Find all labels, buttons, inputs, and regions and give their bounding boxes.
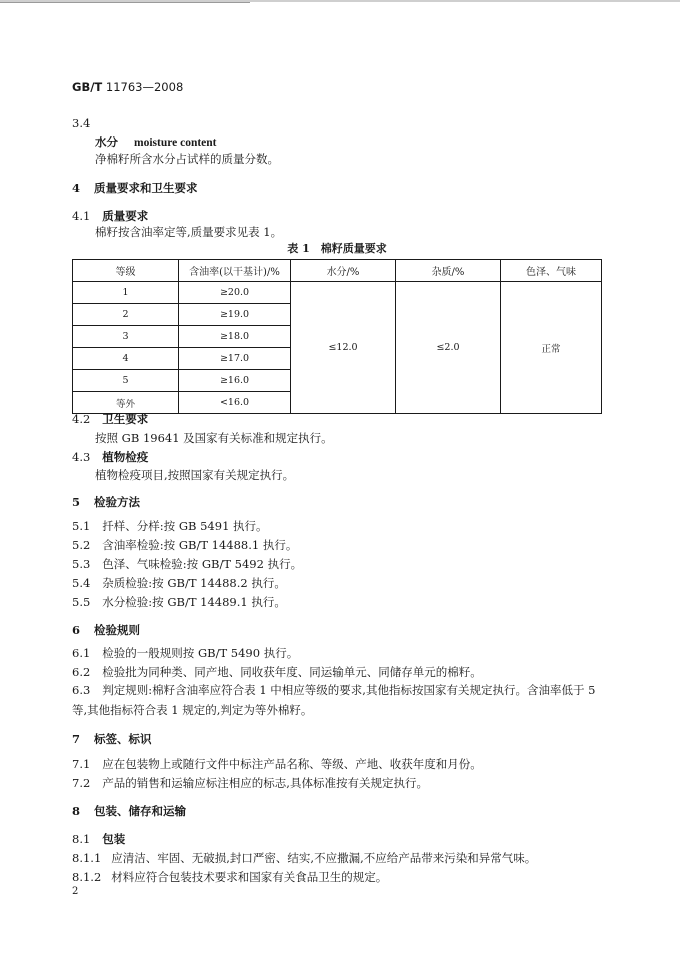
- clause-7-2: [72, 775, 428, 791]
- grade-cell: 2: [73, 304, 179, 326]
- term-chinese: 水分: [95, 135, 118, 149]
- color-odor-cell: 正常: [501, 282, 602, 414]
- impurity-cell: ≤2.0: [396, 282, 501, 414]
- clause-text: 水分检验:按 GB/T 14489.1 执行。: [102, 595, 286, 609]
- grade-cell: 5: [73, 370, 179, 392]
- grade-cell: 3: [73, 326, 179, 348]
- clause-6-3: [72, 680, 610, 720]
- clause-number: 5.4: [72, 576, 91, 590]
- table-row: [73, 282, 602, 304]
- clause-text: 杂质检验:按 GB/T 14488.2 执行。: [102, 576, 286, 590]
- clause-4-3-heading: [72, 449, 148, 465]
- grade-cell: 4: [73, 348, 179, 370]
- oil-cell: <16.0: [179, 392, 291, 414]
- clause-text: 色泽、气味检验:按 GB/T 5492 执行。: [102, 557, 303, 571]
- clause-5-5: [72, 594, 286, 610]
- standard-code: 11763—2008: [105, 80, 184, 94]
- clause-4-2-title: 卫生要求: [102, 412, 149, 426]
- clause-3-4-term: [95, 134, 217, 150]
- clause-text: 检验的一般规则按 GB/T 5490 执行。: [102, 646, 299, 660]
- section-7-number: 7: [72, 732, 81, 746]
- section-4-heading: [72, 180, 198, 196]
- clause-number: 5.3: [72, 557, 91, 571]
- scan-edge-dark: [0, 2, 250, 3]
- oil-cell: ≥18.0: [179, 326, 291, 348]
- section-7-title: 标签、标识: [94, 732, 152, 746]
- clause-text: 检验批为同种类、同产地、同收获年度、同运输单元、同储存单元的棉籽。: [102, 665, 482, 679]
- clause-4-3-text: 植物检疫项目,按照国家有关规定执行。: [95, 468, 295, 482]
- clause-text: 产品的销售和运输应标注相应的标志,具体标准按有关规定执行。: [102, 776, 428, 790]
- clause-number: 5.2: [72, 538, 91, 552]
- clause-4-2-number: 4.2: [72, 412, 91, 426]
- clause-8-1-heading: [72, 831, 125, 847]
- clause-4-1-title: 质量要求: [102, 209, 149, 223]
- clause-number: 5.5: [72, 595, 91, 609]
- clause-4-3-title: 植物检疫: [102, 450, 149, 464]
- grade-cell: 等外: [73, 392, 179, 414]
- table-header-row: [73, 260, 602, 282]
- section-6-title: 检验规则: [94, 623, 141, 637]
- grade-cell: 1: [73, 282, 179, 304]
- header-moisture: 水分/%: [291, 260, 396, 282]
- clause-8-1-2: [72, 869, 387, 885]
- oil-cell: ≥16.0: [179, 370, 291, 392]
- section-8-title: 包装、储存和运输: [94, 804, 187, 818]
- standard-prefix: GB/T: [72, 80, 103, 94]
- clause-number: 6.1: [72, 646, 91, 660]
- clause-3-4-definition: 净棉籽所含水分占试样的质量分数。: [95, 152, 279, 166]
- clause-6-2: [72, 664, 482, 680]
- oil-cell: ≥17.0: [179, 348, 291, 370]
- clause-text: 扦样、分样:按 GB 5491 执行。: [102, 519, 268, 533]
- clause-4-1-text: 棉籽按含油率定等,质量要求见表 1。: [95, 225, 283, 239]
- clause-4-2-heading: [72, 411, 148, 427]
- clause-text: 材料应符合包装技术要求和国家有关食品卫生的规定。: [111, 870, 388, 884]
- section-5-number: 5: [72, 495, 81, 509]
- table-1-caption: 表 1 棉籽质量要求: [287, 242, 387, 255]
- oil-cell: ≥20.0: [179, 282, 291, 304]
- moisture-cell: ≤12.0: [291, 282, 396, 414]
- section-7-heading: [72, 731, 152, 747]
- clause-number: 8.1.1: [72, 851, 102, 865]
- section-4-number: 4: [72, 181, 81, 195]
- quality-requirements-table: [72, 259, 602, 414]
- clause-4-2-text: 按照 GB 19641 及国家有关标准和规定执行。: [95, 431, 333, 445]
- section-6-heading: [72, 622, 140, 638]
- clause-text: 含油率检验:按 GB/T 14488.1 执行。: [102, 538, 298, 552]
- clause-number: 8.1.2: [72, 870, 102, 884]
- clause-number: 6.3: [72, 683, 91, 697]
- clause-text: 应在包装物上或随行文件中标注产品名称、等级、产地、收获年度和月份。: [102, 757, 482, 771]
- section-5-title: 检验方法: [94, 495, 141, 509]
- page-number: 2: [72, 886, 79, 897]
- section-8-number: 8: [72, 804, 81, 818]
- clause-number: 5.1: [72, 519, 91, 533]
- section-8-heading: [72, 803, 186, 819]
- clause-8-1-1: [72, 850, 536, 866]
- clause-7-1: [72, 756, 482, 772]
- header-color-odor: 色泽、气味: [501, 260, 602, 282]
- clause-number: 7.2: [72, 776, 91, 790]
- clause-5-4: [72, 575, 286, 591]
- clause-number: 6.2: [72, 665, 91, 679]
- oil-cell: ≥19.0: [179, 304, 291, 326]
- clause-5-1: [72, 518, 268, 534]
- clause-4-3-number: 4.3: [72, 450, 91, 464]
- clause-8-1-title: 包装: [102, 832, 126, 846]
- clause-number: 7.1: [72, 757, 91, 771]
- clause-4-1-heading: [72, 208, 148, 224]
- standard-number: [72, 80, 183, 94]
- header-grade: 等级: [73, 260, 179, 282]
- clause-6-1: [72, 645, 298, 661]
- clause-text: 判定规则:棉籽含油率应符合表 1 中相应等级的要求,其他指标按国家有关规定执行。含油率低于 5 等,其他指标符合表 1 规定的,判定为等外棉籽。: [72, 683, 596, 717]
- section-5-heading: [72, 494, 140, 510]
- clause-text: 应清洁、牢固、无破损,封口严密、结实,不应撒漏,不应给产品带来污染和异常气味。: [111, 851, 537, 865]
- header-oil-content: 含油率(以干基计)/%: [179, 260, 291, 282]
- clause-3-4-number: 3.4: [72, 116, 91, 130]
- clause-5-3: [72, 556, 302, 572]
- clause-8-1-number: 8.1: [72, 832, 91, 846]
- header-impurity: 杂质/%: [396, 260, 501, 282]
- term-english: moisture content: [134, 137, 217, 149]
- clause-4-1-number: 4.1: [72, 209, 91, 223]
- section-6-number: 6: [72, 623, 81, 637]
- clause-5-2: [72, 537, 297, 553]
- section-4-title: 质量要求和卫生要求: [94, 181, 198, 195]
